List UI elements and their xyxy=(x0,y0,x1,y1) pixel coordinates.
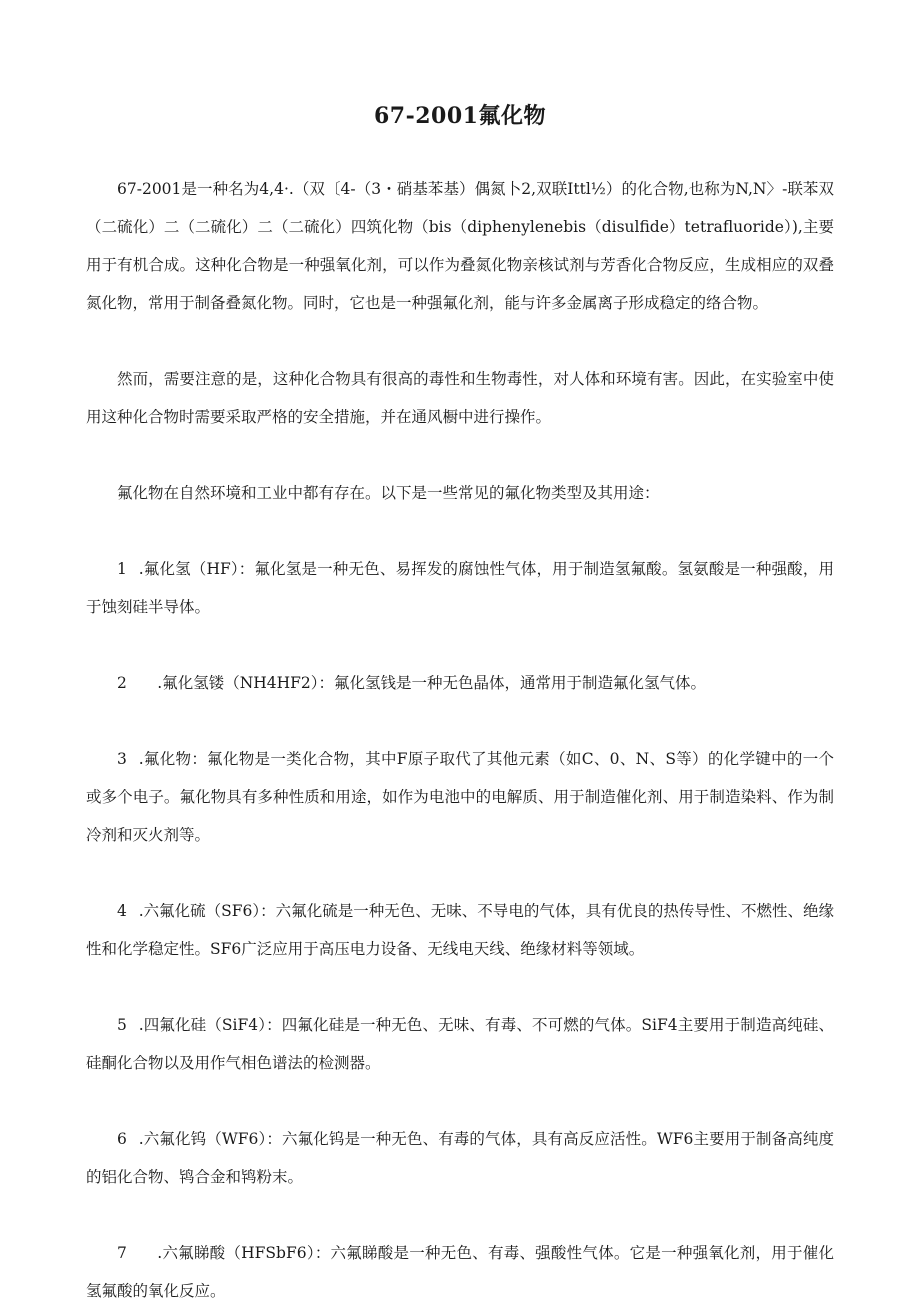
list-item-text: .六氟化硫（SF6）：六氟化硫是一种无色、无味、不导电的气体，具有优良的热传导性、不燃性、绝缘性和化学稳定性。SF6广泛应用于高压电力设备、无线电天线、绝缘材料等领域。 xyxy=(86,902,834,958)
list-item-number: 4 xyxy=(117,902,127,920)
list-item-text: .四氟化硅（SiF4）：四氟化硅是一种无色、无味、有毒、不可燃的气体。SiF4主要用于制造高纯硅、硅酮化合物以及用作气相色谱法的检测器。 xyxy=(86,1016,834,1072)
list-item-sf6 xyxy=(86,892,834,968)
list-item-hf xyxy=(86,550,834,626)
list-item-number: 5 xyxy=(117,1016,127,1034)
list-item-text: .氟化物：氟化物是一类化合物，其中F原子取代了其他元素（如C、0、N、S等）的化学键中的一个或多个电子。氟化物具有多种性质和用途，如作为电池中的电解质、用于制造催化剂、用于制造染料、作为制冷剂和灭火剂等。 xyxy=(86,750,834,844)
warning-paragraph: 然而，需要注意的是，这种化合物具有很高的毒性和生物毒性，对人体和环境有害。因此，在实验室中使用这种化合物时需要采取严格的安全措施，并在通风橱中进行操作。 xyxy=(86,370,834,426)
list-item-text: .氟化氢镂（NH4HF2）：氟化氢钱是一种无色晶体，通常用于制造氟化氢气体。 xyxy=(157,674,707,692)
list-item-number: 1 xyxy=(117,560,127,578)
list-intro-paragraph: 氟化物在自然环境和工业中都有存在。以下是一些常见的氟化物类型及其用途： xyxy=(117,484,660,502)
list-item-nh4hf2 xyxy=(86,664,834,702)
list-item-text: .氟化氢（HF）：氟化氢是一种无色、易挥发的腐蚀性气体，用于制造氢氟酸。氢氨酸是一种强酸，用于蚀刻硅半导体。 xyxy=(86,560,834,616)
list-item-number: 7 xyxy=(117,1244,127,1262)
intro-paragraph: 67-2001是一种名为4,4·.（双〔4-（3・硝基苯基）偶氮卜2,双联Ittl½）的化合物,也称为N,N〉-联苯双（二硫化）二（二硫化）二（二硫化）四筑化物（bis（diphenylenebis（disulfide）tetrafluoride）),主要用于有机合成。这种化合物是一种强氧化剂，可以作为叠氮化物亲核试剂与芳香化合物反应，生成相应的双叠氮化物，常用于制备叠氮化物。同时，它也是一种强氟化剂，能与许多金属离子形成稳定的络合物。 xyxy=(86,180,834,312)
list-item-hfsbf6 xyxy=(86,1234,834,1310)
list-item-fluorides xyxy=(86,740,834,854)
list-item-text: .六氟睇酸（HFSbF6）：六氟睇酸是一种无色、有毒、强酸性气体。它是一种强氧化剂，用于催化氢氟酸的氧化反应。 xyxy=(86,1244,834,1300)
list-item-wf6 xyxy=(86,1120,834,1196)
list-item-number: 2 xyxy=(117,674,127,692)
list-item-text: .六氟化钨（WF6）：六氟化钨是一种无色、有毒的气体，具有高反应活性。WF6主要用于制备高纯度的铝化合物、鸨合金和鸨粉末。 xyxy=(86,1130,834,1186)
document-title: 67-2001氟化物 xyxy=(374,103,546,129)
list-item-number: 3 xyxy=(117,750,127,768)
list-item-number: 6 xyxy=(117,1130,127,1148)
list-item-sif4 xyxy=(86,1006,834,1082)
